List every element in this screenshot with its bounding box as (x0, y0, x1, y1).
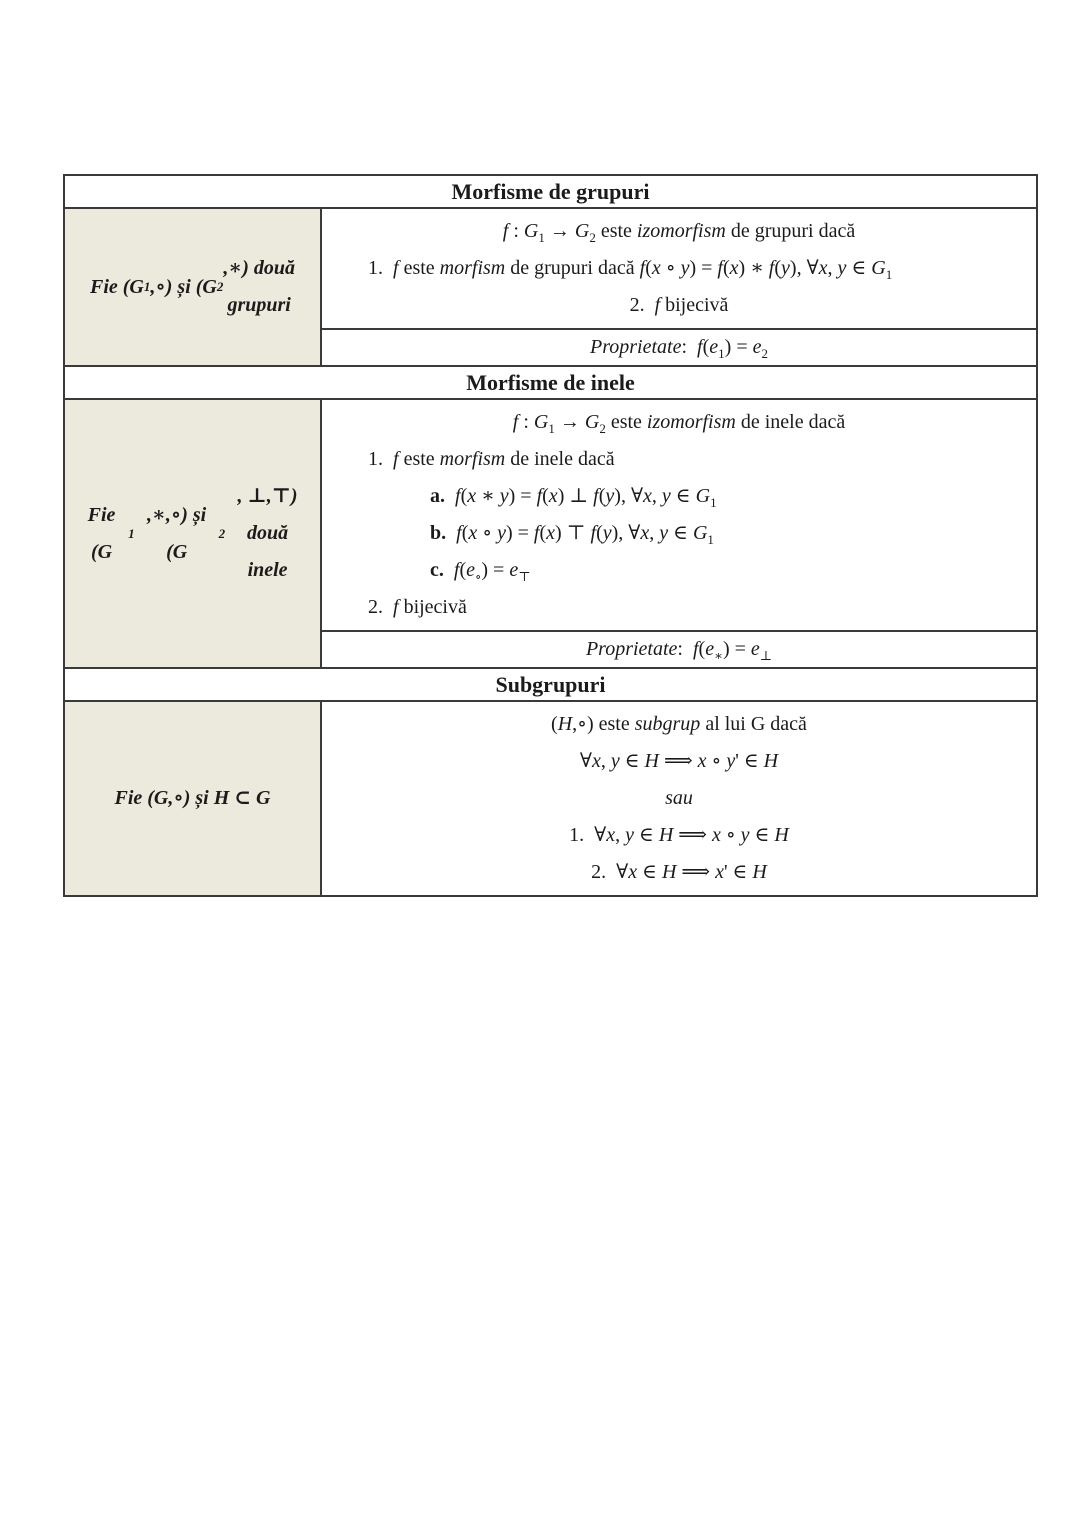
formula-line: ∀x, y ∈ H ⟹ x ∘ y' ∈ H (579, 750, 779, 772)
definition-left-cell: Fie (G,∘) și H ⊂ G (65, 702, 322, 895)
section-body-morfisme-grupuri (65, 209, 1036, 367)
formula-line: 1. f este morfism de grupuri dacă f(x ∘ y) = f(x) ∗ f(y), ∀x, y ∈ $G_1$ (368, 257, 893, 282)
formula-line: 1. f este morfism de inele dacă (368, 448, 615, 470)
formula-line: 1. ∀x, y ∈ H ⟹ x ∘ y ∈ H (569, 824, 789, 846)
formula-line: sau (665, 787, 693, 809)
definition-right-cell (322, 209, 1036, 365)
section-header-subgrupuri: Subgrupuri (65, 669, 1036, 702)
section-header-morfisme-grupuri: Morfisme de grupuri (65, 176, 1036, 209)
formula-line: c. $f(e_\circ) = e_⊤$ (430, 559, 531, 584)
definition-left-cell: Fie (G 1 ,∘) și (G 2 ,∗) două grupuri (65, 209, 322, 365)
section-header-morfisme-inele: Morfisme de inele (65, 367, 1036, 400)
formula-block (322, 400, 1036, 630)
formula-block (322, 702, 1036, 895)
property-row: Proprietate: $f(e_∗) = e_\perp$ (322, 630, 1036, 667)
definition-left-cell: Fie (G 1 ,∗,∘) și (G 2 , ⊥,⊤) două inele (65, 400, 322, 667)
formula-line: (H,∘) este subgrup al lui G dacă (551, 713, 807, 735)
formula-line: a. f(x ∗ y) = f(x) ⊥ f(y), ∀x, y ∈ $G_1$ (430, 485, 717, 510)
formula-line: 2. f bijecivă (629, 294, 729, 316)
section-body-morfisme-inele (65, 400, 1036, 669)
formula-line: f : $G_1 \to G_2$ este izomorfism de inele dacă (512, 411, 846, 436)
definitions-table (63, 174, 1038, 897)
definition-right-cell (322, 400, 1036, 667)
formula-line: 2. ∀x ∈ H ⟹ x' ∈ H (591, 861, 767, 883)
formula-line: b. f(x ∘ y) = f(x) ⊤ f(y), ∀x, y ∈ $G_1$ (430, 522, 714, 547)
formula-line: f : $G_1 \to G_2$ este izomorfism de grupuri dacă (502, 220, 856, 245)
section-body-subgrupuri (65, 702, 1036, 895)
definition-right-cell (322, 702, 1036, 895)
formula-block (322, 209, 1036, 328)
property-row: Proprietate: $f(e_1) = e_2$ (322, 328, 1036, 365)
formula-line: 2. f bijecivă (368, 596, 467, 618)
